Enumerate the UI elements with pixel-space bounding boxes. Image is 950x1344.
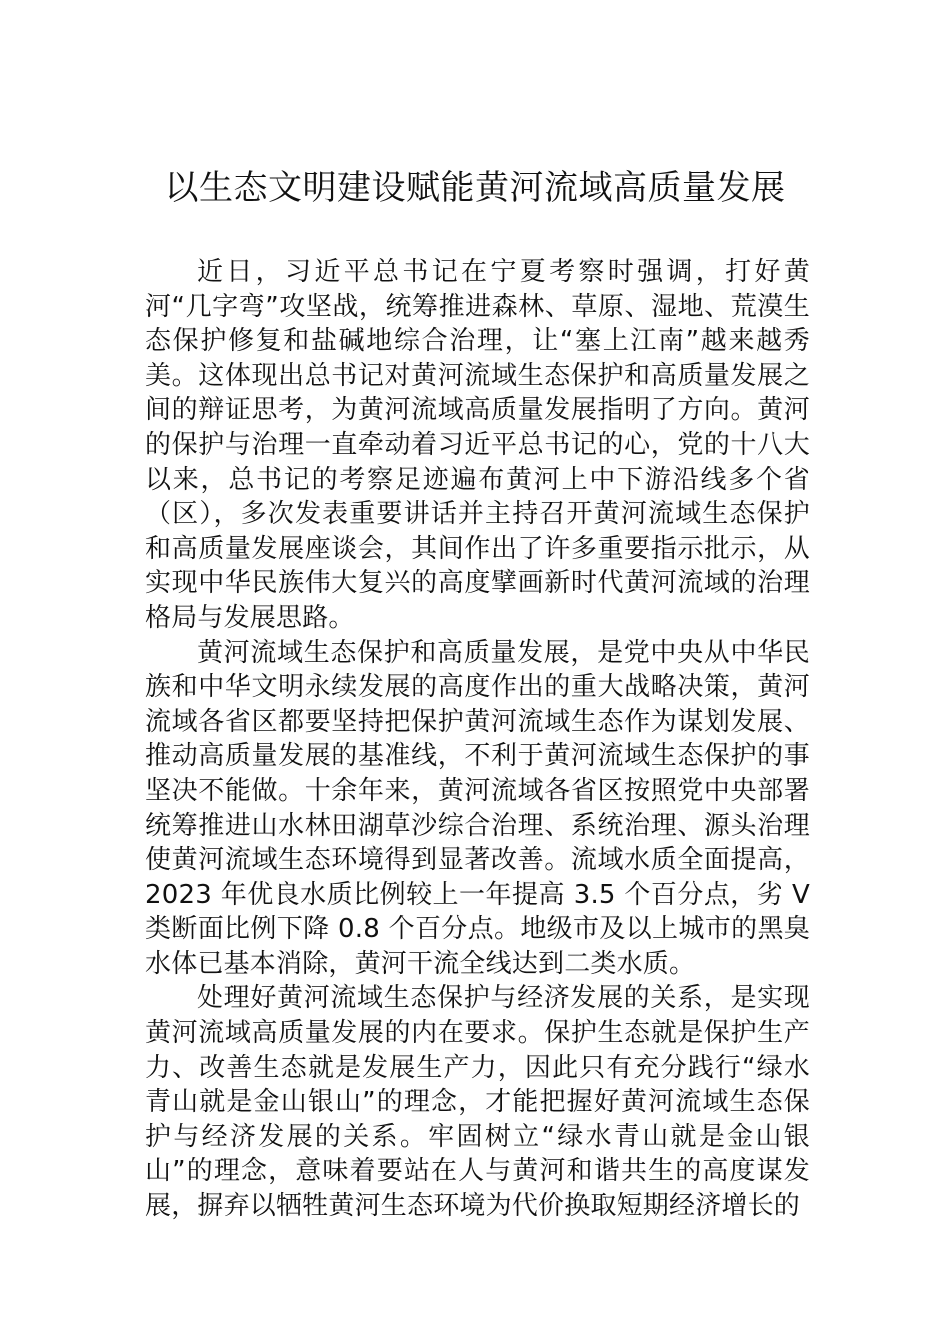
document-body: [145, 255, 810, 1224]
document-title: 以生态文明建设赋能黄河流域高质量发展: [164, 168, 786, 208]
paragraph-1: 近日，习近平总书记在宁夏考察时强调，打好黄河“几字弯”攻坚战，统筹推进森林、草原、湿地、荒漠生态保护修复和盐碱地综合治理，让“塞上江南”越来越秀美。这体现出总书记对黄河流域生态保护和高质量发展之间的辩证思考，为黄河流域高质量发展指明了方向。黄河的保护与治理一直牵动着习近平总书记的心，党的十八大以来，总书记的考察足迹遍布黄河上中下游沿线多个省（区），多次发表重要讲话并主持召开黄河流域生态保护和高质量发展座谈会，其间作出了许多重要指示批示，从实现中华民族伟大复兴的高度擘画新时代黄河流域的治理格局与发展思路。: [145, 257, 810, 633]
paragraph-2: 黄河流域生态保护和高质量发展，是党中央从中华民族和中华文明永续发展的高度作出的重大战略决策，黄河流域各省区都要坚持把保护黄河流域生态作为谋划发展、推动高质量发展的基准线，不利于黄河流域生态保护的事坚决不能做。十余年来，黄河流域各省区按照党中央部署统筹推进山水林田湖草沙综合治理、系统治理、源头治理使黄河流域生态环境得到显著改善。流域水质全面提高，2023 年优良水质比例较上一年提高 3.5 个百分点，劣 V 类断面比例下降 0.8 个百分点。地级市及以上城市的黑臭水体已基本消除，黄河干流全线达到二类水质。: [145, 637, 810, 979]
paragraph-3: 处理好黄河流域生态保护与经济发展的关系，是实现黄河流域高质量发展的内在要求。保护生态就是保护生产力、改善生态就是发展生产力，因此只有充分践行“绿水青山就是金山银山”的理念，才能把握好黄河流域生态保护与经济发展的关系。牢固树立“绿水青山就是金山银山”的理念，意味着要站在人与黄河和谐共生的高度谋发展，摒弃以牺牲黄河生态环境为代价换取短期经济增长的: [145, 983, 810, 1222]
